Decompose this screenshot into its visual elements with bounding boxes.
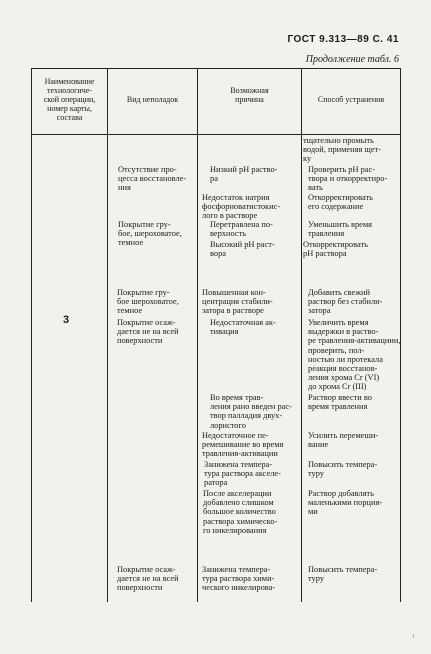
column-divider [107, 68, 108, 602]
table-continuation-label: Продолжение табл. 6 [305, 54, 399, 65]
remedy-cell: Проверить pH рас- твора и откорректиро- вать [308, 165, 388, 193]
remedy-cell: Добавить свежий раствор без стабили- затора [308, 288, 383, 316]
defect-cell: Покрытие гру- бое, шероховатое, темное [118, 220, 182, 248]
cause-cell: Недостаточное пе- ремешивание во время травления-активации [202, 431, 284, 459]
cause-cell: Занижена темпера- тура раствора хими- ческого никелирова- [202, 565, 276, 593]
defect-cell: Покрытие гру- бое шероховатое, темное [117, 288, 179, 316]
defect-cell: Отсутствие про- цесса восстановле- ния [118, 165, 187, 193]
cause-cell: Занижена темпера- тура раствора акселе- ратора [204, 460, 281, 488]
table-header-rule [31, 134, 400, 135]
cause-cell: Повышенная кон- центрация стабили- затора в растворе [202, 288, 273, 316]
page-header: ГОСТ 9.313—89 С. 41 [287, 34, 399, 45]
cause-cell: Недостаток натрия фосфорноватистокис- лого в растворе [202, 193, 281, 221]
cause-cell: Недостаточная ак- тивация [210, 318, 276, 337]
remedy-cell: Усилить перемеши- вание [308, 431, 379, 450]
cause-cell: Во время трав- ления рано введен рас- твор палладия двух- лористого [210, 393, 292, 430]
header-operation: Наименование технологиче- ской операции, номер карты, состава [43, 77, 96, 122]
page-marker: 1 [412, 634, 415, 640]
defect-cell: Покрытие осаж- дается не на всей поверхности [117, 565, 179, 593]
operation-number: 3 [63, 314, 70, 326]
header-defect: Вид неполадок [126, 95, 179, 104]
header-remedy: Способ устранения [317, 95, 385, 104]
column-divider [197, 68, 198, 602]
cause-cell: После акселерации добавлено слишком большое количество раствора химическо- го никелирования [203, 489, 278, 535]
defect-cell: Покрытие осаж- дается не на всей поверхности [117, 318, 179, 346]
header-cause: Возможная причина [230, 86, 269, 104]
remedy-cell: Раствор ввести во время травления [308, 393, 372, 412]
remedy-cell: Уменьшить время травления [308, 220, 373, 239]
column-divider [301, 68, 302, 602]
cause-cell: Высокий pH раст- вора [210, 240, 275, 259]
cause-cell: Низкий pH раство- ра [210, 165, 278, 184]
remedy-cell: Повысить темпера- туру [308, 565, 378, 584]
table-top-rule [31, 68, 400, 69]
remedy-cell: Повысить темпера- туру [308, 460, 378, 479]
remedy-cell: Раствор добавлять маленькими порция- ми [308, 489, 383, 517]
remedy-cell: тщательно промыть водой, применяя щет- ку [303, 136, 382, 164]
table-border-left [31, 68, 32, 602]
remedy-cell: Откорректировать его содержание [308, 193, 373, 212]
remedy-cell: Увеличить время выдержки в раство- ре травления-активациии, проверить, пол- ностью ли протекала реакция восстанов- ления хрома Cr (VI) до хрома Cr (III) [308, 318, 401, 392]
cause-cell: Перетравлена по- верхность [210, 220, 273, 239]
remedy-cell: Откорректировать pH раствора [303, 240, 368, 259]
